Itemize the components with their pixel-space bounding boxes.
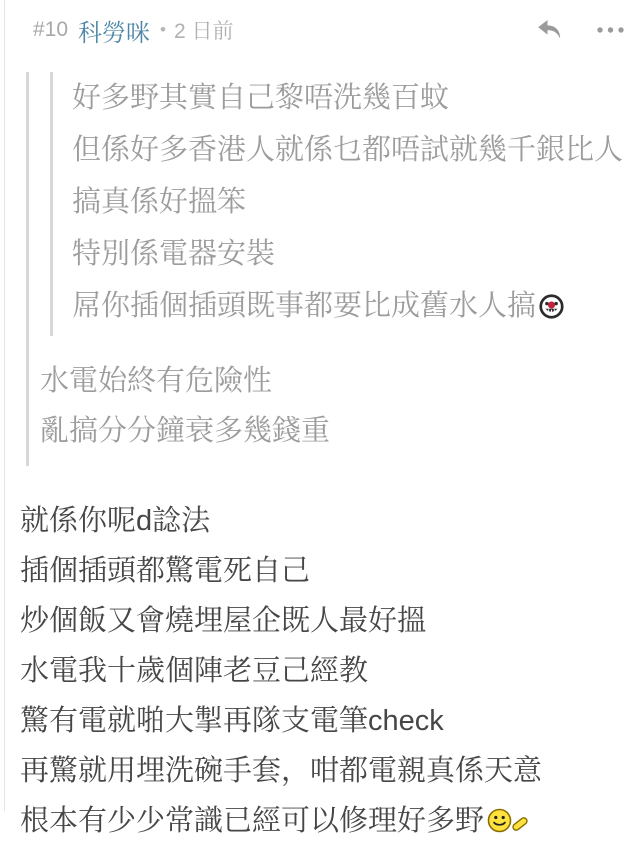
post-line: 炒個飯又會燒埋屋企既人最好搵 (20, 605, 427, 637)
post-line: 水電我十歲個陣老豆己經教 (20, 655, 369, 687)
quote-line (72, 280, 644, 336)
separator-dot: • (160, 20, 166, 39)
post-header (33, 14, 644, 46)
post-line-text: 根本有少少常識已經可以修理好多野 (20, 805, 485, 837)
inner-quote-block (50, 72, 644, 336)
outer-quote-block (26, 72, 644, 466)
post-card (4, 0, 644, 837)
shocked-red-nose-face-emoji (539, 284, 564, 336)
quote-line: 水電始終有危險性 (40, 365, 273, 397)
post-line (20, 796, 644, 850)
post-line: 再驚就用埋洗碗手套，咁都電親真係天意 (20, 755, 543, 787)
post-timestamp: 2 日前 (174, 20, 234, 43)
quote-line: 特別係電器安裝 (72, 238, 276, 270)
quote-line: 亂搞分分鐘衰多幾錢重 (40, 415, 331, 447)
quote-line: 搞真係好搵笨 (72, 186, 247, 218)
post-line: 驚有電就啪大掣再隊支電筆check (20, 705, 444, 737)
post-number: #10 (33, 18, 69, 41)
quote-line: 好多野其實自己黎唔洗幾百蚊 (72, 82, 450, 114)
post-content (20, 496, 644, 850)
quote-line-text: 屌你插個插頭既事都要比成舊水人搞 (72, 290, 537, 322)
ellipsis-more-icon[interactable] (596, 26, 628, 34)
post-author-link[interactable]: 科勞咪 (78, 19, 151, 47)
yellow-smiley-pipe-emoji (487, 800, 531, 850)
reply-arrow-icon[interactable] (537, 19, 562, 41)
post-line: 插個插頭都驚電死自己 (20, 555, 311, 587)
post-line: 就係你呢d諗法 (20, 505, 211, 537)
quote-line: 但係好多香港人就係乜都唔試就幾千銀比人 (72, 134, 624, 166)
